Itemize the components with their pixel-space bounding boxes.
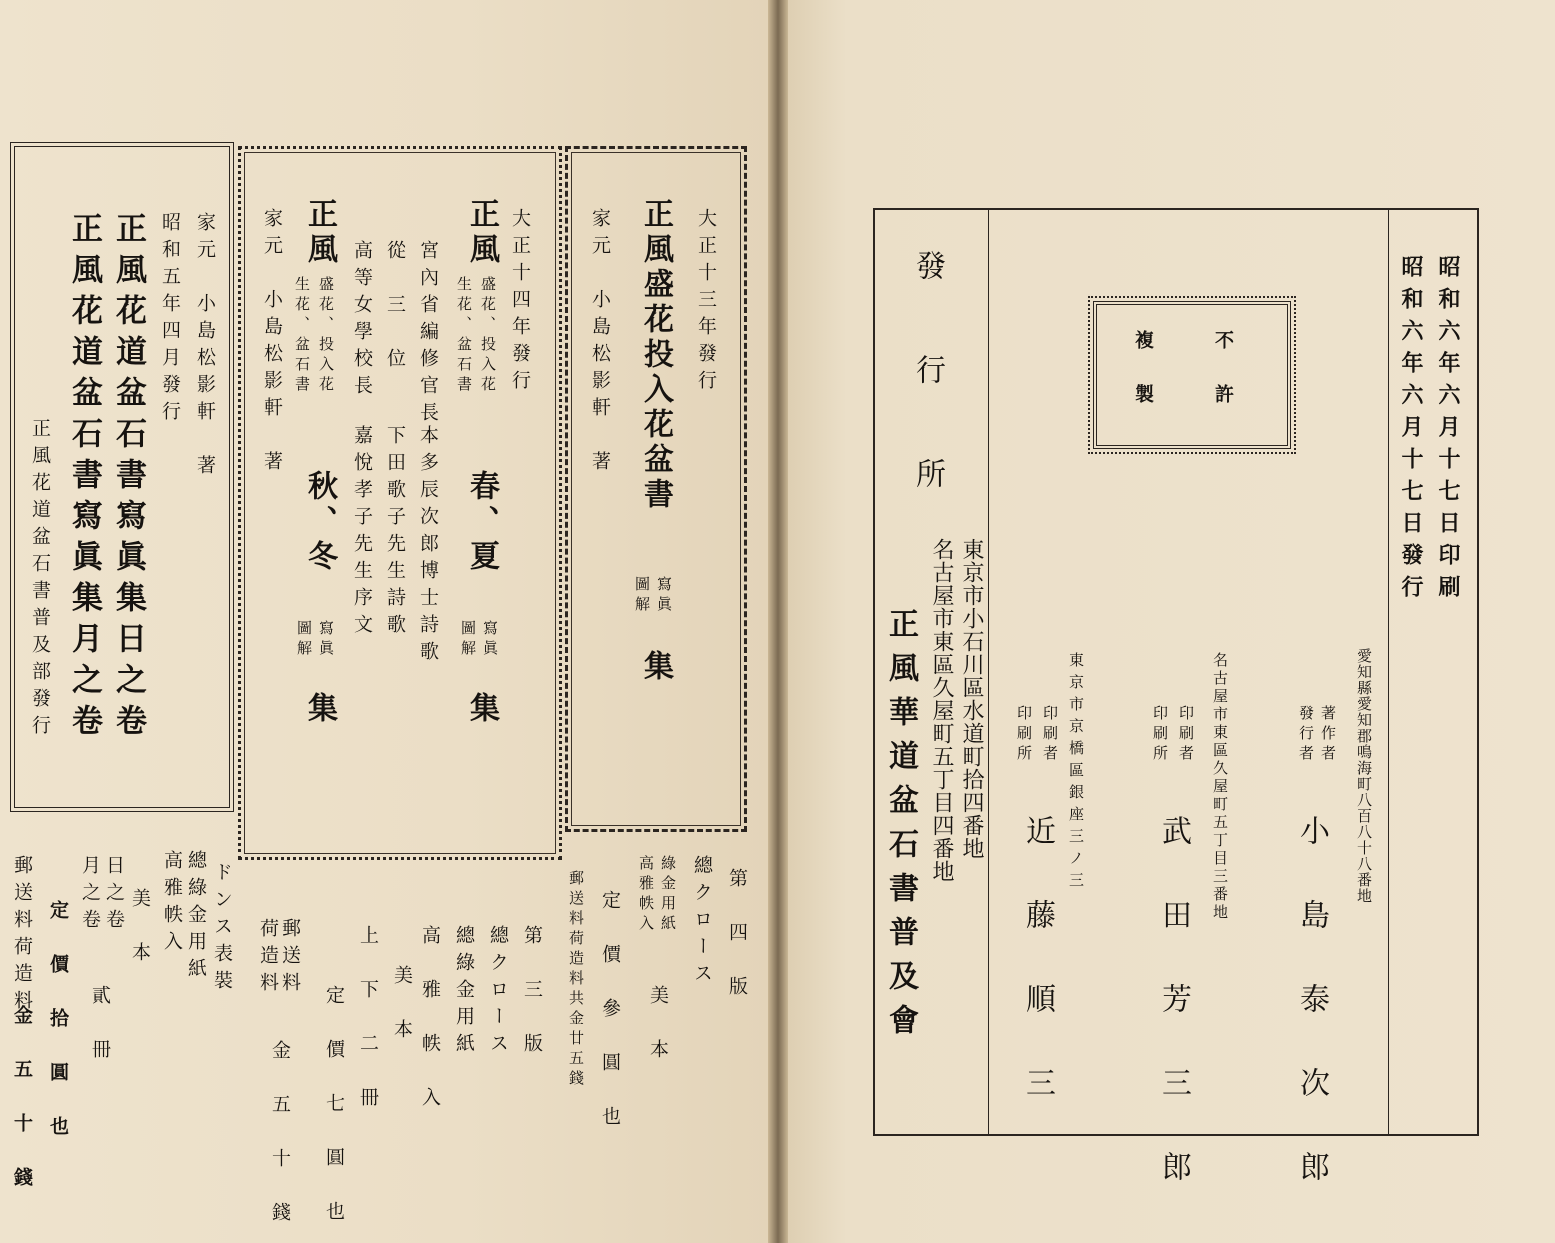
price1-price: 定 價 拾 圓 也	[47, 900, 69, 1143]
price2-edition: 第 三 版	[521, 925, 543, 1060]
price3-postage: 郵送料荷造料共金廿五錢	[567, 870, 585, 1090]
box1-author: 家元 小島松影軒 著	[194, 212, 216, 482]
publisher-office-label: 發 行 所	[910, 250, 945, 510]
price1-moon-volume: 月之卷	[79, 855, 101, 936]
stamp-text-bottom: 複 製	[1132, 330, 1154, 411]
box2-preface-name2: 下田歌子先生詩歌	[384, 425, 406, 641]
box2-date: 大正十四年發行	[509, 208, 531, 397]
author-role: 著作者	[1319, 705, 1337, 765]
box3-diagram: 圖解	[633, 576, 651, 616]
price3-cloth: 總クロース	[691, 855, 713, 990]
box2-school: 高等女學校長	[351, 240, 373, 402]
author-address: 愛知縣愛知郡鳴海町八百八十八番地	[1355, 648, 1373, 904]
box1-date: 昭和五年四月發行	[159, 212, 181, 428]
box2-photo-b: 寫眞	[317, 620, 335, 660]
price1-deluxe: 美 本	[129, 888, 151, 969]
price1-fee: 金 五 十 錢	[11, 1005, 33, 1194]
box1-publisher: 正風花道盆石書普及部發行	[29, 418, 51, 742]
price2-deluxe: 美 本	[391, 965, 413, 1046]
box3-date: 大正十三年發行	[695, 208, 717, 397]
printer-name: 武 田 芳 三 郎	[1156, 815, 1191, 1193]
box2-office: 宮內省編修官長	[417, 240, 439, 429]
box2-sub-a-bottom: 生花、盆石書	[455, 276, 473, 396]
title-sun-volume: 正風花道盆石書寫眞集日之卷	[110, 212, 146, 745]
colophon-divider-right	[1388, 208, 1389, 1134]
box2-photo-a: 寫眞	[481, 620, 499, 660]
box3-photo: 寫眞	[655, 576, 673, 616]
box2-rank: 從 三 位	[384, 240, 406, 375]
box2-series-a: 正風	[464, 198, 499, 268]
box2-collection-a: 集	[464, 692, 499, 727]
price1-binding: ドンス表裝	[211, 862, 233, 997]
stamp-text-top: 不 許	[1212, 330, 1234, 411]
title-moon-volume: 正風花道盆石書寫眞集月之卷	[66, 212, 102, 745]
box3-collection: 集	[638, 650, 673, 685]
publisher-office-address-2: 名古屋市東區久屋町五丁目四番地	[929, 538, 954, 883]
box2-preface-name3: 本多辰次郎博士詩歌	[417, 425, 439, 668]
box2-diagram-b: 圖解	[295, 620, 313, 660]
box2-collection-b: 集	[302, 692, 337, 727]
price1-two-volumes: 貳 冊	[89, 985, 111, 1066]
publisher-role: 發行者	[1297, 705, 1315, 765]
price2-volumes: 上 下 二 冊	[357, 925, 379, 1114]
price3-paper: 綠金用紙	[659, 855, 677, 935]
print-office-address: 東京市京橋區銀座三ノ三	[1067, 652, 1085, 894]
price3-edition: 第 四 版	[726, 868, 748, 1003]
price2-packing: 荷造料	[257, 918, 279, 999]
print-office-role-b: 印刷所	[1015, 705, 1033, 765]
box2-series-b: 正風	[302, 198, 337, 268]
price1-postage: 郵送料荷造料	[11, 855, 33, 1017]
print-date: 昭和六年六月十七日印刷	[1435, 255, 1461, 607]
author-name: 小 島 泰 次 郎	[1294, 815, 1329, 1193]
printer-role: 印刷者	[1177, 705, 1195, 765]
colophon-divider-left	[988, 208, 989, 1134]
price1-paper: 總綠金用紙	[185, 850, 207, 985]
box2-sub-a-top: 盛花、投入花	[479, 276, 497, 396]
price1-case: 高雅帙入	[161, 850, 183, 958]
book-gutter	[768, 0, 788, 1243]
publisher-office-name: 正風華道盆石書普及會	[883, 608, 918, 1048]
price2-case: 高 雅 帙 入	[419, 925, 441, 1114]
box2-title-a-tail: 春、夏	[464, 470, 499, 575]
price2-fee: 金 五 十 錢	[269, 1040, 291, 1229]
issue-date: 昭和六年六月十七日發行	[1398, 255, 1424, 607]
box3-author: 家元 小島松影軒 著	[589, 208, 611, 478]
no-reproduction-stamp	[1093, 301, 1291, 449]
box2-title-b-tail: 秋、冬	[302, 470, 337, 575]
publisher-office-address-1: 東京市小石川區水道町拾四番地	[959, 538, 984, 860]
box2-preface-name1: 嘉悅孝子先生序文	[351, 425, 373, 641]
price3-deluxe: 美 本	[647, 985, 669, 1066]
price1-sun-volume: 日之卷	[103, 855, 125, 936]
print-office-role: 印刷所	[1151, 705, 1169, 765]
price2-cloth: 總クロース	[487, 925, 509, 1060]
price2-price: 定 價 七 圓 也	[323, 985, 345, 1228]
printer-address: 名古屋市東區久屋町五丁目三番地	[1211, 652, 1229, 922]
price2-paper: 總綠金用紙	[453, 925, 475, 1060]
price2-postage: 郵送料	[279, 918, 301, 999]
box2-sub-b-bottom: 生花、盆石書	[293, 276, 311, 396]
print-office-role-a: 印刷者	[1041, 705, 1059, 765]
box2-diagram-a: 圖解	[459, 620, 477, 660]
box3-title: 正風盛花投入花盆書	[638, 198, 673, 513]
box2-sub-b-top: 盛花、投入花	[317, 276, 335, 396]
print-office-name: 近 藤 順 三	[1020, 815, 1055, 1109]
box2-author: 家元 小島松影軒 著	[261, 208, 283, 478]
price3-case: 高雅帙入	[637, 855, 655, 935]
price3-price: 定 價 參 圓 也	[599, 890, 621, 1133]
